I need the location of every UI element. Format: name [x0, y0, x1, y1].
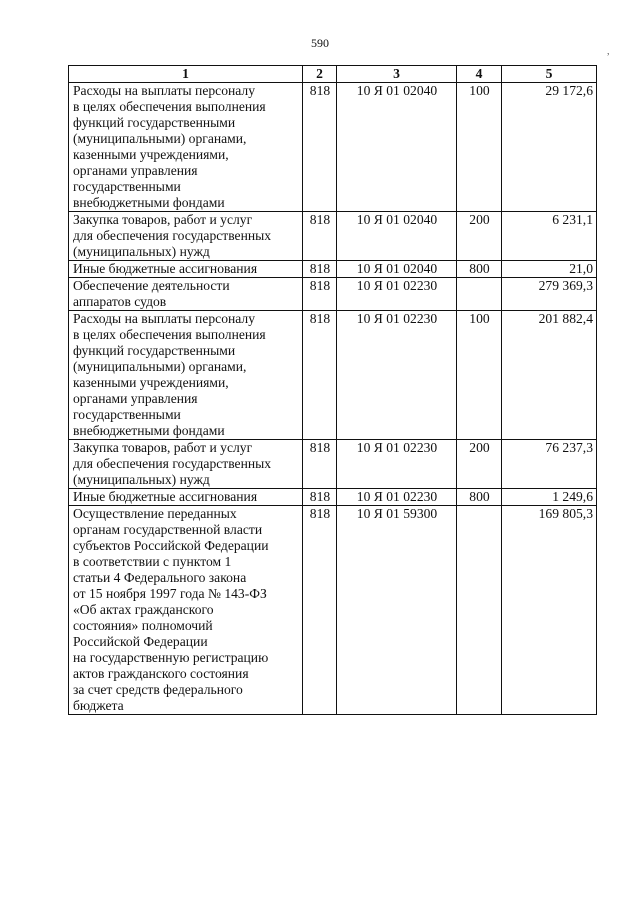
corner-mark: , [607, 46, 610, 57]
budget-table [68, 65, 597, 715]
row-expense-type: 100 [457, 311, 502, 440]
row-expense-type: 100 [457, 83, 502, 212]
row-expense-type [457, 278, 502, 311]
row-amount: 21,0 [502, 261, 597, 278]
page-number: 590 [311, 36, 329, 50]
row-admin-code: 818 [303, 278, 337, 311]
row-expense-type: 200 [457, 212, 502, 261]
row-target-code: 10 Я 01 59300 [337, 506, 457, 715]
row-expense-type [457, 506, 502, 715]
column-header: 4 [457, 66, 502, 83]
row-name: Закупка товаров, работ и услуг для обеспечения государственных (муниципальных) нужд [69, 440, 303, 489]
table-row [69, 212, 597, 261]
row-name: Осуществление переданных органам государственной власти субъектов Российской Федерации в соответствии с пунктом 1 статьи 4 Федерального закона от 15 ноября 1997 года № 143-ФЗ «Об актах гражданского состояния» полномочий Российской Федерации на государственную регистрацию актов гражданского состояния за счет средств федерального бюджета [69, 506, 303, 715]
row-name: Иные бюджетные ассигнования [69, 489, 303, 506]
row-name: Иные бюджетные ассигнования [69, 261, 303, 278]
row-name: Закупка товаров, работ и услуг для обеспечения государственных (муниципальных) нужд [69, 212, 303, 261]
table-row [69, 440, 597, 489]
row-admin-code: 818 [303, 311, 337, 440]
row-amount: 201 882,4 [502, 311, 597, 440]
row-amount: 29 172,6 [502, 83, 597, 212]
row-target-code: 10 Я 01 02230 [337, 489, 457, 506]
row-admin-code: 818 [303, 506, 337, 715]
table-row [69, 261, 597, 278]
row-amount: 76 237,3 [502, 440, 597, 489]
row-target-code: 10 Я 01 02230 [337, 440, 457, 489]
row-target-code: 10 Я 01 02040 [337, 83, 457, 212]
column-header: 3 [337, 66, 457, 83]
row-amount: 6 231,1 [502, 212, 597, 261]
row-admin-code: 818 [303, 83, 337, 212]
row-target-code: 10 Я 01 02040 [337, 261, 457, 278]
row-amount: 279 369,3 [502, 278, 597, 311]
row-expense-type: 800 [457, 261, 502, 278]
row-amount: 169 805,3 [502, 506, 597, 715]
row-name: Расходы на выплаты персоналу в целях обеспечения выполнения функций государственными (муниципальными) органами, казенными учреждениями, органами управления государственными внебюджетными фондами [69, 311, 303, 440]
table-row [69, 278, 597, 311]
row-expense-type: 200 [457, 440, 502, 489]
table-row [69, 489, 597, 506]
column-header: 5 [502, 66, 597, 83]
column-header: 1 [69, 66, 303, 83]
column-header: 2 [303, 66, 337, 83]
row-expense-type: 800 [457, 489, 502, 506]
row-admin-code: 818 [303, 261, 337, 278]
table-row [69, 506, 597, 715]
table-row [69, 311, 597, 440]
row-admin-code: 818 [303, 440, 337, 489]
row-amount: 1 249,6 [502, 489, 597, 506]
table-row [69, 83, 597, 212]
row-name: Расходы на выплаты персоналу в целях обеспечения выполнения функций государственными (муниципальными) органами, казенными учреждениями, органами управления государственными внебюджетными фондами [69, 83, 303, 212]
row-target-code: 10 Я 01 02230 [337, 278, 457, 311]
header-row [69, 66, 597, 83]
row-name: Обеспечение деятельности аппаратов судов [69, 278, 303, 311]
row-target-code: 10 Я 01 02230 [337, 311, 457, 440]
row-admin-code: 818 [303, 489, 337, 506]
row-admin-code: 818 [303, 212, 337, 261]
row-target-code: 10 Я 01 02040 [337, 212, 457, 261]
